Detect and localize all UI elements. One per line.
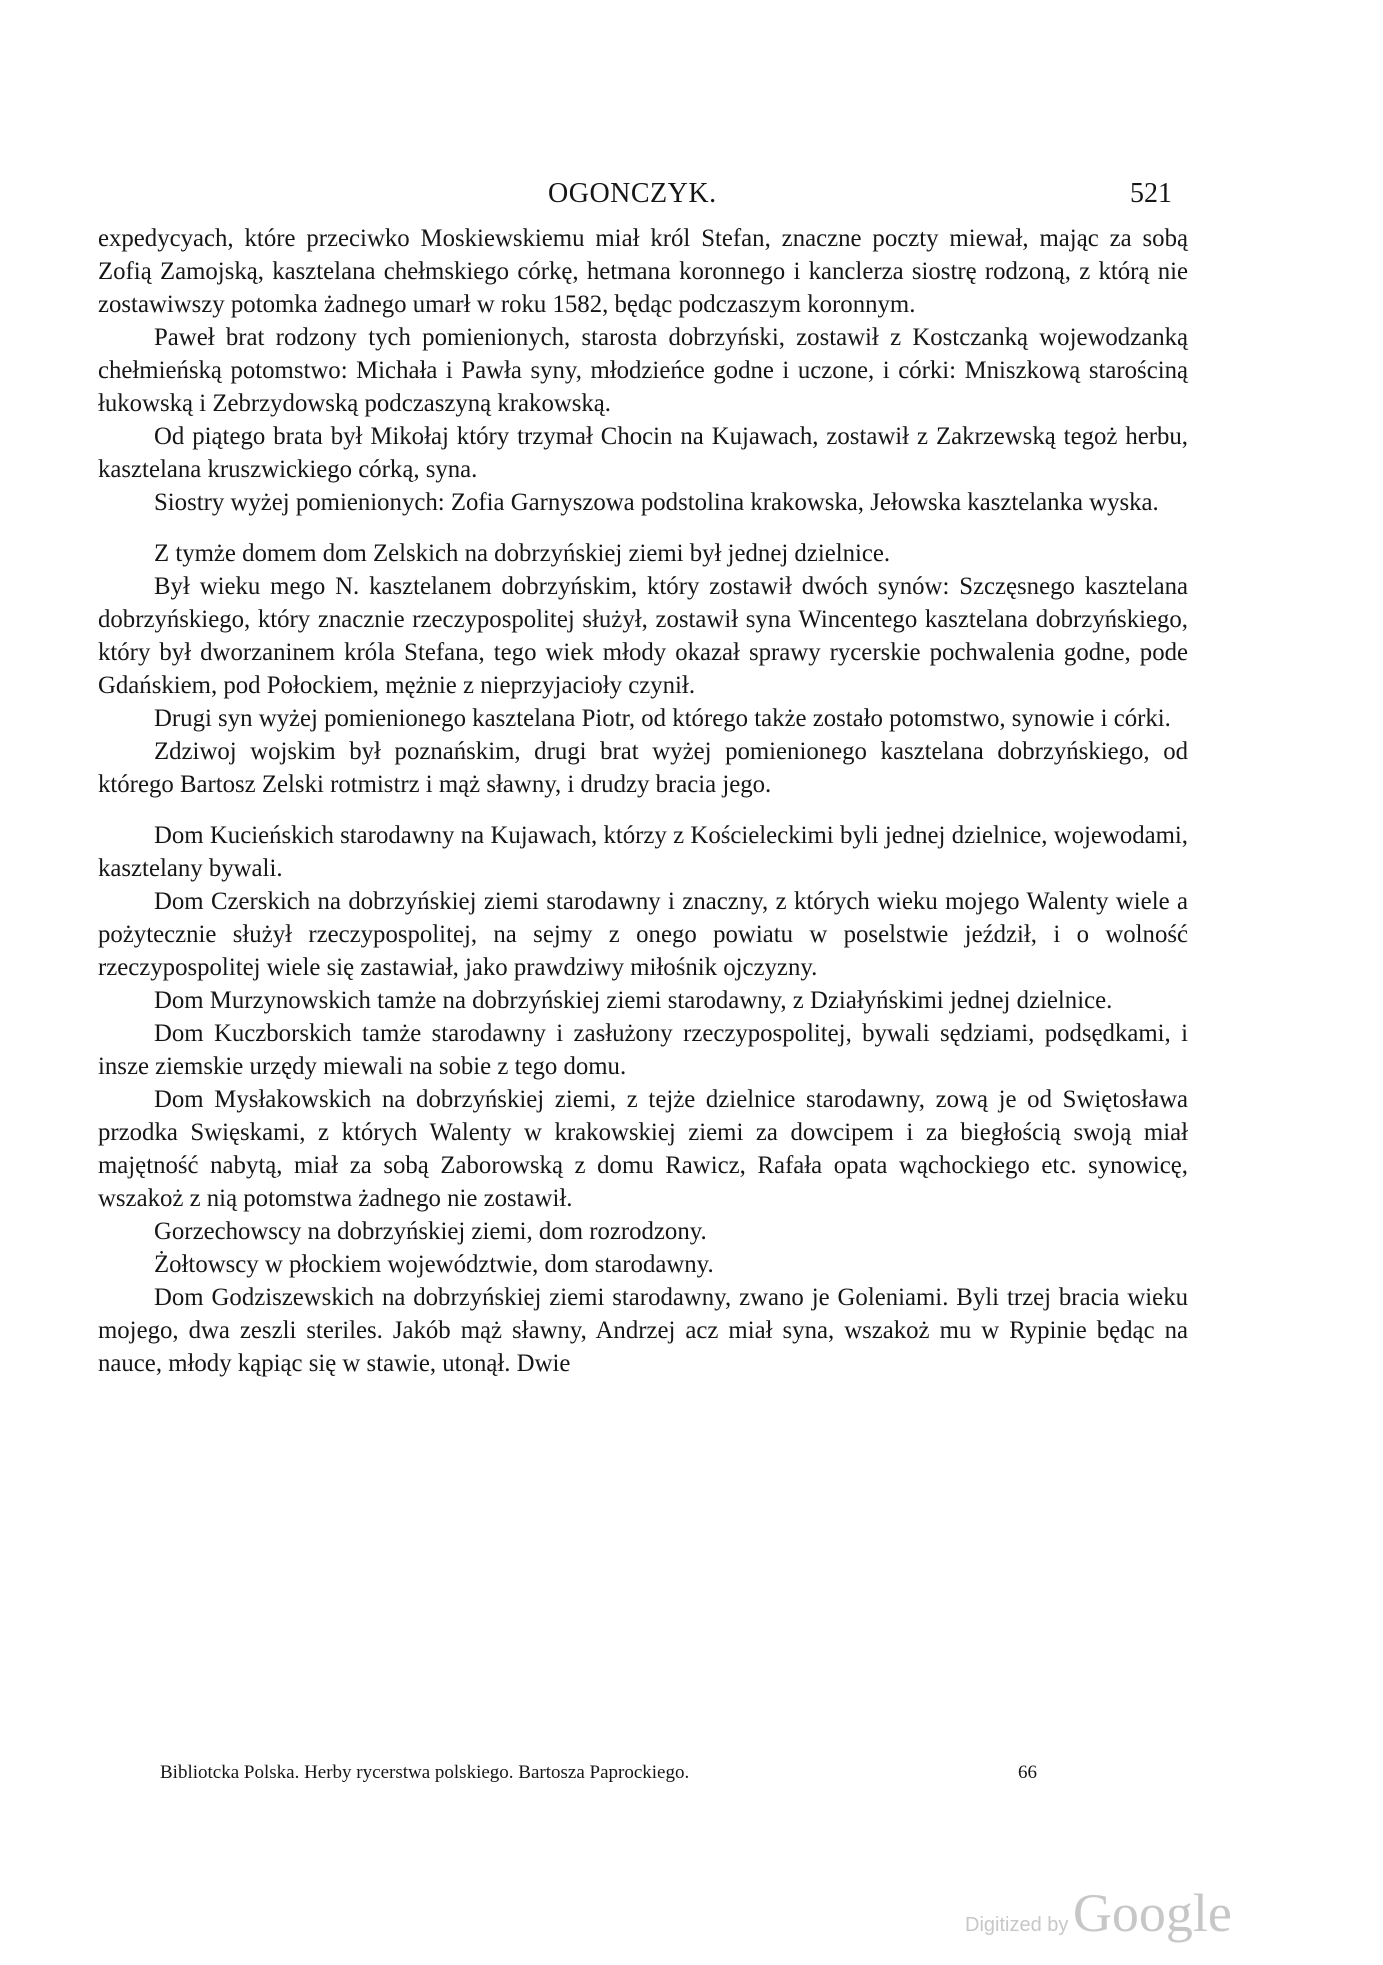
paragraph: Gorzechowscy na dobrzyńskiej ziemi, dom rozrodzony. bbox=[154, 1218, 707, 1245]
paragraph: Dom Murzynowskich tamże na dobrzyńskiej ziemi starodawny, z Działyńskimi jednej dzielnice. bbox=[154, 987, 1113, 1014]
paragraph: Zdziwoj wojskim był poznańskim, drugi brat wyżej pomienionego kasztelana dobrzyńskiego, od którego Bartosz Zelski rotmistrz i mąż sławny, i drudzy bracia jego. bbox=[98, 738, 1188, 798]
running-head: OGONCZYK. bbox=[548, 178, 717, 209]
paragraph: Dom Mysłakowskich na dobrzyńskiej ziemi, z tejże dzielnice starodawny, zową je od Swiętosława przodka Swięskami, z których Walenty w krakowskiej ziemi za dowcipem i za biegłością swoją miał majętność nabytą, miał za sobą Zaborowską z domu Rawicz, Rafała opata wąchockiego etc. synowicę, wszakoż z nią potomstwa żadnego nie zostawił. bbox=[98, 1086, 1188, 1212]
paragraph: Paweł brat rodzony tych pomienionych, starosta dobrzyński, zostawił z Kostczanką wojewodzanką chełmieńską potomstwo: Michała i Pawła syny, młodzieńce godne i uczone, i córki: Mniszkową starościną łukowską i Zebrzydowską podczaszyną krakowską. bbox=[98, 324, 1188, 417]
footer-citation: Bibliotcka Polska. Herby rycerstwa polskiego. Bartosza Paprockiego. bbox=[160, 1762, 690, 1783]
digitized-watermark bbox=[965, 1882, 1232, 1944]
paragraph: Drugi syn wyżej pomienionego kasztelana Piotr, od którego także zostało potomstwo, synowie i córki. bbox=[154, 705, 1171, 732]
paragraph: expedycyach, które przeciwko Moskiewskiemu miał król Stefan, znaczne poczty miewał, mając za sobą Zofią Zamojską, kasztelana chełmskiego córkę, hetmana koronnego i kanclerza siostrę rodzoną, z którą nie zostawiwszy potomka żadnego umarł w roku 1582, będąc podczaszym koronnym. bbox=[98, 225, 1188, 318]
page-number: 521 bbox=[1130, 178, 1172, 209]
watermark-brand: Google bbox=[1072, 1883, 1232, 1943]
paragraph: Był wieku mego N. kasztelanem dobrzyńskim, który zostawił dwóch synów: Szczęsnego kasztelana dobrzyńskiego, który znacznie rzeczypospolitej służył, zostawił syna Wincentego kasztelana dobrzyńskiego, który był dworzaninem króla Stefana, tego wiek młody okazał sprawy rycerskie pochwalenia godne, pode Gdańskiem, pod Połockiem, mężnie z nieprzyjacioły czynił. bbox=[98, 573, 1188, 699]
paragraph: Siostry wyżej pomienionych: Zofia Garnyszowa podstolina krakowska, Jełowska kasztelanka wyska. bbox=[154, 489, 1159, 516]
footer-signature: 66 bbox=[1018, 1762, 1037, 1783]
paragraph: Żołtowscy w płockiem województwie, dom starodawny. bbox=[154, 1251, 714, 1278]
paragraph: Od piątego brata był Mikołaj który trzymał Chocin na Kujawach, zostawił z Zakrzewską tegoż herbu, kasztelana kruszwickiego córką, syna. bbox=[98, 423, 1188, 483]
paragraph: Dom Czerskich na dobrzyńskiej ziemi starodawny i znaczny, z których wieku mojego Walenty wiele a pożytecznie służył rzeczypospolitej, na sejmy z onego powiatu w poselstwie jeździł, i o wolność rzeczypospolitej wiele się zastawiał, jako prawdziwy miłośnik ojczyzny. bbox=[98, 888, 1188, 981]
body-text bbox=[98, 222, 1188, 1380]
paragraph: Dom Kucieńskich starodawny na Kujawach, którzy z Kościeleckimi byli jednej dzielnice, wojewodami, kasztelany bywali. bbox=[98, 822, 1188, 882]
watermark-prefix: Digitized by bbox=[965, 1914, 1069, 1936]
paragraph: Dom Godziszewskich na dobrzyńskiej ziemi starodawny, zwano je Goleniami. Byli trzej bracia wieku mojego, dwa zeszli steriles. Jakób mąż sławny, Andrzej acz miał syna, wszakoż mu w Rypinie będąc na nauce, młody kąpiąc się w stawie, utonął. Dwie bbox=[98, 1284, 1188, 1377]
paragraph: Dom Kuczborskich tamże starodawny i zasłużony rzeczypospolitej, bywali sędziami, podsędkami, i insze ziemskie urzędy miewali na sobie z tego domu. bbox=[98, 1020, 1188, 1080]
paragraph: Z tymże domem dom Zelskich na dobrzyńskiej ziemi był jednej dzielnice. bbox=[154, 540, 891, 567]
